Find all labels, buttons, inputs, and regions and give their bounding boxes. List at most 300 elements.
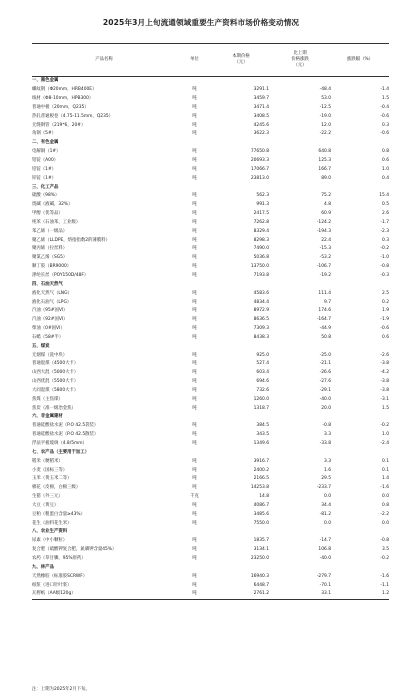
table-row	[32, 112, 389, 121]
table-row	[32, 254, 389, 263]
product-name-cell: 柴油（0#国VI）	[32, 326, 65, 332]
change-pct-cell: -1.6	[380, 485, 389, 491]
price-cell: 1318.7	[253, 405, 269, 411]
change-pct-cell: 2.6	[382, 211, 389, 217]
change-pct-cell: 1.0	[382, 166, 389, 172]
change-cell: 640.8	[318, 149, 331, 155]
price-cell: 694.6	[256, 379, 269, 385]
table-row	[32, 245, 389, 254]
table-row	[32, 369, 389, 378]
table-row	[32, 378, 389, 387]
table-row	[32, 104, 389, 113]
product-name-cell: 涤纶长丝（POY150D/48F）	[32, 272, 89, 278]
price-table	[32, 43, 389, 600]
change-cell: -0.8	[322, 423, 331, 429]
product-name-cell: 大同混煤（5800大卡）	[32, 387, 79, 393]
change-pct-cell: 0.4	[382, 175, 389, 181]
change-cell: -124.2	[316, 219, 331, 225]
price-cell: 3916.7	[253, 458, 269, 464]
section-row	[32, 77, 389, 86]
table-row	[32, 227, 389, 236]
change-pct-cell: 15.4	[379, 193, 389, 199]
table-row	[32, 387, 389, 396]
table-body	[32, 77, 389, 600]
table-row	[32, 298, 389, 307]
change-pct-cell: 0.1	[382, 458, 389, 464]
product-name-cell: 角钢（5#）	[32, 131, 57, 137]
product-name-cell: 线材（Φ8-10mm，HPB300）	[32, 96, 94, 102]
product-name-cell: 电解铜（1#）	[32, 149, 61, 155]
table-row	[32, 307, 389, 316]
product-name-cell: 铝锭（A00）	[32, 158, 59, 164]
table-row	[32, 272, 389, 281]
unit-cell: 吨	[192, 113, 197, 119]
unit-cell: 吨	[192, 361, 197, 367]
product-name-cell: 小麦（国标三等）	[32, 467, 68, 473]
price-cell: 6448.7	[253, 582, 269, 588]
table-row	[32, 590, 389, 599]
product-name-cell: 顺丁胶（BR9000）	[32, 264, 72, 270]
unit-cell: 吨	[192, 175, 197, 181]
table-row	[32, 546, 389, 555]
unit-cell: 吨	[192, 405, 197, 411]
table-row	[32, 431, 389, 440]
unit-cell: 吨	[192, 396, 197, 402]
product-name-cell: 聚乙烯（LLDPE，熔指指数2的薄膜料）	[32, 237, 110, 243]
section-row	[32, 563, 389, 572]
change-cell: 29.5	[321, 476, 331, 482]
change-pct-cell: -2.2	[380, 511, 389, 517]
product-name-cell: 烧碱（液碱，32%）	[32, 202, 73, 208]
change-cell: -29.1	[319, 387, 331, 393]
unit-cell: 吨	[192, 131, 197, 137]
change-cell: 125.3	[318, 158, 331, 164]
change-pct-cell: 0.5	[382, 202, 389, 208]
product-name-cell: 瓦楞纸（AA级120g）	[32, 590, 176, 599]
change-pct-cell: 0.8	[382, 149, 389, 155]
product-name-cell: 浮法平板玻璃（4.8/5mm）	[32, 441, 87, 447]
unit-cell: 吨	[192, 379, 197, 385]
header-product-name: 产品名称	[32, 44, 176, 77]
change-cell: -70.1	[319, 582, 331, 588]
change-cell: -164.7	[316, 317, 331, 323]
table-row	[32, 475, 389, 484]
change-pct-cell: -0.2	[380, 555, 389, 561]
unit-cell: 吨	[192, 158, 197, 164]
product-name-cell: 焦炭（准一级冶金焦）	[32, 405, 76, 411]
price-cell: 8329.4	[253, 228, 269, 234]
table-row	[32, 192, 389, 201]
change-cell: -33.8	[319, 441, 331, 447]
change-pct-cell: -1.4	[380, 87, 389, 93]
table-row	[32, 148, 389, 157]
price-cell: 7262.8	[253, 219, 269, 225]
unit-cell: 吨	[192, 96, 197, 102]
price-cell: 1835.7	[253, 538, 269, 544]
change-cell: 3.3	[324, 458, 331, 464]
change-pct-cell: -2.4	[380, 441, 389, 447]
product-name-cell: 液化石油气（LPG）	[32, 299, 72, 305]
section-row	[32, 528, 389, 537]
unit-cell: 吨	[192, 458, 197, 464]
change-pct-cell: -1.9	[380, 317, 389, 323]
product-name-cell: 聚丙烯（拉丝料）	[32, 246, 68, 252]
change-pct-cell: 1.4	[382, 476, 389, 482]
product-name-cell: 焦煤（主焦煤）	[32, 396, 63, 402]
header-price: 本期价格 （元）	[213, 44, 269, 77]
product-name-cell: 汽油（95#国VI）	[32, 308, 68, 314]
section-title: 九、林产品	[32, 564, 54, 570]
table-row	[32, 263, 389, 272]
section-title: 一、黑色金属	[32, 78, 59, 84]
table-row	[32, 502, 389, 511]
change-cell: 75.2	[321, 193, 331, 199]
change-cell: 111.4	[318, 290, 331, 296]
change-pct-cell: -4.2	[380, 370, 389, 376]
unit-cell: 吨	[192, 317, 197, 323]
change-cell: 3.3	[324, 432, 331, 438]
price-cell: 2166.5	[253, 476, 269, 482]
section-row	[32, 183, 389, 192]
unit-cell: 吨	[192, 547, 197, 553]
change-cell: -40.0	[319, 555, 331, 561]
change-cell: 60.9	[321, 211, 331, 217]
unit-cell: 吨	[192, 237, 197, 243]
price-cell: 7550.0	[253, 520, 269, 526]
change-pct-cell: -3.8	[380, 361, 389, 367]
table-row	[32, 130, 389, 139]
change-cell: -22.2	[319, 131, 331, 137]
unit-cell: 吨	[192, 476, 197, 482]
table-row	[32, 510, 389, 519]
unit-cell: 吨	[192, 211, 197, 217]
change-pct-cell: -2.6	[380, 352, 389, 358]
unit-cell: 吨	[192, 423, 197, 429]
table-row	[32, 572, 389, 581]
change-cell: -19.0	[319, 113, 331, 119]
unit-cell: 吨	[192, 272, 197, 278]
table-row	[32, 333, 389, 342]
price-cell: 732.6	[256, 387, 269, 393]
change-cell: -27.6	[319, 379, 331, 385]
change-pct-cell: 1.2	[331, 590, 389, 599]
product-name-cell: 甲醇（优等品）	[32, 211, 63, 217]
table-row	[32, 484, 389, 493]
product-name-cell: 普通硅酸盐水泥（P.O 42.5散装）	[32, 432, 99, 438]
price-cell: 17066.7	[250, 166, 269, 172]
change-pct-cell: 0.0	[382, 520, 389, 526]
product-name-cell: 豆粕（粗蛋白含量≥43%）	[32, 511, 85, 517]
table-row	[32, 325, 389, 334]
change-cell: -40.0	[319, 396, 331, 402]
unit-cell: 吨	[192, 228, 197, 234]
section-row	[32, 413, 389, 422]
change-pct-cell: 0.6	[382, 334, 389, 340]
change-cell: -19.2	[319, 272, 331, 278]
change-cell: -233.7	[316, 485, 331, 491]
unit-cell: 吨	[192, 326, 197, 332]
change-pct-cell: 3.5	[382, 547, 389, 553]
change-cell: -48.4	[319, 87, 331, 93]
unit-cell: 吨	[192, 219, 197, 225]
change-cell: -194.3	[316, 228, 331, 234]
change-pct-cell: 0.3	[382, 122, 389, 128]
change-cell: -14.7	[319, 538, 331, 544]
table-row	[32, 289, 389, 298]
table-row	[32, 157, 389, 166]
change-cell: -15.3	[319, 246, 331, 252]
price-cell: 7490.0	[253, 246, 269, 252]
change-cell: 20.0	[321, 405, 331, 411]
price-cell: 562.3	[256, 193, 269, 199]
unit-cell: 吨	[192, 308, 197, 314]
price-cell: 7309.3	[253, 326, 269, 332]
section-title: 八、农业生产资料	[32, 529, 68, 535]
unit-cell: 吨	[192, 441, 197, 447]
change-cell: 1.6	[324, 467, 331, 473]
unit-cell: 吨	[192, 87, 197, 93]
change-cell: 174.6	[318, 308, 331, 314]
price-cell: 20693.3	[250, 158, 269, 164]
price-cell: 3291.1	[253, 87, 269, 93]
unit-cell: 吨	[192, 149, 197, 155]
unit-cell: 吨	[192, 432, 197, 438]
change-cell: 166.7	[318, 166, 331, 172]
table-row	[32, 210, 389, 219]
unit-cell: 吨	[192, 582, 197, 588]
change-pct-cell: -0.4	[380, 104, 389, 110]
change-pct-cell: 0.0	[382, 494, 389, 500]
change-pct-cell: 1.5	[382, 405, 389, 411]
header-change-pct: 涨跌幅（%）	[331, 44, 389, 77]
section-title: 四、石油天然气	[32, 281, 63, 287]
change-pct-cell: 2.5	[382, 290, 389, 296]
price-cell: 23813.0	[250, 175, 269, 181]
table-row	[32, 466, 389, 475]
table-row	[32, 86, 389, 95]
price-cell: 3134.1	[253, 547, 269, 553]
product-name-cell: 硫酸（98%）	[32, 193, 60, 199]
change-pct-cell: -1.7	[380, 219, 389, 225]
price-cell: 4245.6	[253, 122, 269, 128]
section-title: 七、农产品（主要用于加工）	[32, 449, 90, 455]
price-cell: 991.3	[256, 202, 269, 208]
unit-cell: 千克	[190, 494, 199, 500]
table-row	[32, 165, 389, 174]
change-pct-cell: -0.6	[380, 131, 389, 137]
change-pct-cell: -1.6	[380, 573, 389, 579]
change-cell: 106.8	[318, 547, 331, 553]
change-cell: -25.0	[319, 352, 331, 358]
unit-cell: 吨	[192, 193, 197, 199]
price-cell: 2417.5	[253, 211, 269, 217]
change-cell: 9.7	[324, 299, 331, 305]
price-cell: 7193.8	[253, 272, 269, 278]
product-name-cell: 苯乙烯（一级品）	[32, 228, 68, 234]
change-pct-cell: 1.0	[382, 432, 389, 438]
price-cell: 384.5	[256, 423, 269, 429]
unit-cell: 吨	[192, 104, 197, 110]
price-cell: 3471.4	[253, 104, 269, 110]
unit-cell: 吨	[192, 290, 197, 296]
change-pct-cell: -0.8	[380, 538, 389, 544]
change-cell: -106.7	[316, 264, 331, 270]
table-row	[32, 316, 389, 325]
product-name-cell: 稻米（粳稻米）	[32, 458, 63, 464]
unit-cell: 吨	[192, 387, 197, 393]
table-row	[32, 493, 389, 502]
change-cell: -53.2	[319, 255, 331, 261]
unit-cell: 吨	[192, 555, 197, 561]
price-cell: 1349.6	[253, 441, 269, 447]
table-row	[32, 219, 389, 228]
table-row	[32, 537, 389, 546]
table-row	[32, 440, 389, 449]
change-pct-cell: -1.0	[380, 255, 389, 261]
change-cell: 0.0	[324, 520, 331, 526]
change-cell: 0.0	[324, 494, 331, 500]
price-cell: 13750.0	[250, 264, 269, 270]
unit-cell: 吨	[192, 246, 197, 252]
price-cell: 8972.9	[253, 308, 269, 314]
product-name-cell: 无烟煤（洗中块）	[32, 352, 68, 358]
product-name-cell: 棉花（皮棉，白棉三级）	[32, 485, 81, 491]
product-name-cell: 热轧普通板卷（4.75-11.5mm，Q235）	[32, 113, 114, 119]
table-row	[32, 581, 389, 590]
product-name-cell: 铅锭（1#）	[32, 166, 57, 172]
table-row	[32, 555, 389, 564]
unit-cell: 吨	[192, 166, 197, 172]
product-name-cell: 普通硅酸盐水泥（P.O 42.5袋装）	[32, 423, 99, 429]
section-row	[32, 139, 389, 148]
unit-cell: 吨	[192, 502, 197, 508]
product-name-cell: 纯苯（石油苯，工业级）	[32, 219, 81, 225]
change-pct-cell: -2.3	[380, 228, 389, 234]
unit-cell: 吨	[192, 520, 197, 526]
product-name-cell: 纸浆（进口针叶浆）	[32, 582, 72, 588]
change-cell: -21.1	[319, 361, 331, 367]
change-pct-cell: -0.2	[380, 423, 389, 429]
unit-cell: 吨	[192, 511, 197, 517]
unit-cell: 吨	[192, 538, 197, 544]
price-cell: 2761.2	[213, 590, 269, 599]
table-row	[32, 360, 389, 369]
product-name-cell: 无缝钢管（219*6，20#）	[32, 122, 86, 128]
change-pct-cell: -0.6	[380, 113, 389, 119]
change-cell: 4.8	[324, 202, 331, 208]
price-cell: 925.0	[256, 352, 269, 358]
unit-cell: 吨	[192, 467, 197, 473]
price-cell: 3622.3	[253, 131, 269, 137]
table-row	[32, 457, 389, 466]
product-name-cell: 液化天然气（LNG）	[32, 290, 72, 296]
product-name-cell: 花生（油料花生米）	[32, 520, 72, 526]
header-unit: 单位	[176, 44, 213, 77]
price-cell: 2400.2	[253, 467, 269, 473]
unit-cell: 吨	[176, 590, 213, 599]
unit-cell: 吨	[192, 122, 197, 128]
unit-cell: 吨	[192, 264, 197, 270]
price-cell: 16940.3	[250, 573, 269, 579]
change-cell: 89.0	[321, 175, 331, 181]
change-cell: 33.1	[269, 590, 331, 599]
product-name-cell: 普通混煤（4500大卡）	[32, 361, 79, 367]
product-name-cell: 锌锭（1#）	[32, 175, 57, 181]
change-cell: 12.0	[321, 122, 331, 128]
table-row	[32, 351, 389, 360]
price-cell: 3459.7	[253, 96, 269, 102]
change-pct-cell: 0.2	[382, 299, 389, 305]
price-cell: 8438.3	[253, 334, 269, 340]
table-row	[32, 201, 389, 210]
change-pct-cell: 0.6	[382, 158, 389, 164]
product-name-cell: 天然橡胶（标准胶SCRWF）	[32, 573, 88, 579]
price-cell: 343.5	[256, 432, 269, 438]
section-title: 六、非金属建材	[32, 414, 63, 420]
change-pct-cell: -0.6	[380, 326, 389, 332]
table-row	[32, 236, 389, 245]
table-row	[32, 95, 389, 104]
change-cell: 22.4	[321, 237, 331, 243]
change-pct-cell: 0.8	[382, 502, 389, 508]
unit-cell: 吨	[192, 370, 197, 376]
change-pct-cell: -1.1	[380, 582, 389, 588]
product-name-cell: 复合肥（硫酸钾复合肥，氮磷钾含量45%）	[32, 547, 117, 553]
change-cell: -44.9	[319, 326, 331, 332]
change-cell: -12.5	[319, 104, 331, 110]
change-cell: 53.0	[321, 96, 331, 102]
product-name-cell: 玉米（黄玉米二等）	[32, 476, 72, 482]
table-row	[32, 174, 389, 183]
price-cell: 8636.5	[253, 317, 269, 323]
section-row	[32, 448, 389, 457]
section-title: 二、有色金属	[32, 140, 59, 146]
product-name-cell: 大豆（黄豆）	[32, 502, 59, 508]
change-cell: -26.6	[319, 370, 331, 376]
section-title: 三、化工产品	[32, 184, 59, 190]
product-name-cell: 石蜡（58#半）	[32, 334, 64, 340]
footnote: 注：上期为2025年2月下旬。	[32, 687, 90, 692]
table-row	[32, 519, 389, 528]
product-name-cell: 聚氯乙烯（SG5）	[32, 255, 68, 261]
unit-cell: 吨	[192, 485, 197, 491]
change-pct-cell: -3.8	[380, 387, 389, 393]
product-name-cell: 螺纹钢（Φ20mm，HRB400E）	[32, 87, 97, 93]
price-cell: 4834.4	[253, 299, 269, 305]
unit-cell: 吨	[192, 352, 197, 358]
product-name-cell: 生猪（外三元）	[32, 494, 63, 500]
price-cell: 3485.6	[253, 511, 269, 517]
price-cell: 1260.0	[253, 396, 269, 402]
section-row	[32, 342, 389, 351]
unit-cell: 吨	[192, 334, 197, 340]
change-cell: 50.8	[321, 334, 331, 340]
change-pct-cell: 0.3	[382, 237, 389, 243]
table-row	[32, 404, 389, 413]
table-header-row	[32, 44, 389, 77]
price-cell: 8298.3	[253, 237, 269, 243]
product-name-cell: 尿素（中小颗粒）	[32, 538, 68, 544]
section-row	[32, 280, 389, 289]
document-title: 2025年3月上旬流通领域重要生产资料市场价格变动情况	[102, 18, 300, 27]
change-pct-cell: -0.8	[380, 264, 389, 270]
change-pct-cell: -0.2	[380, 246, 389, 252]
table-row	[32, 422, 389, 431]
unit-cell: 吨	[192, 573, 197, 579]
price-cell: 4583.6	[253, 290, 269, 296]
unit-cell: 吨	[192, 299, 197, 305]
unit-cell: 吨	[192, 202, 197, 208]
